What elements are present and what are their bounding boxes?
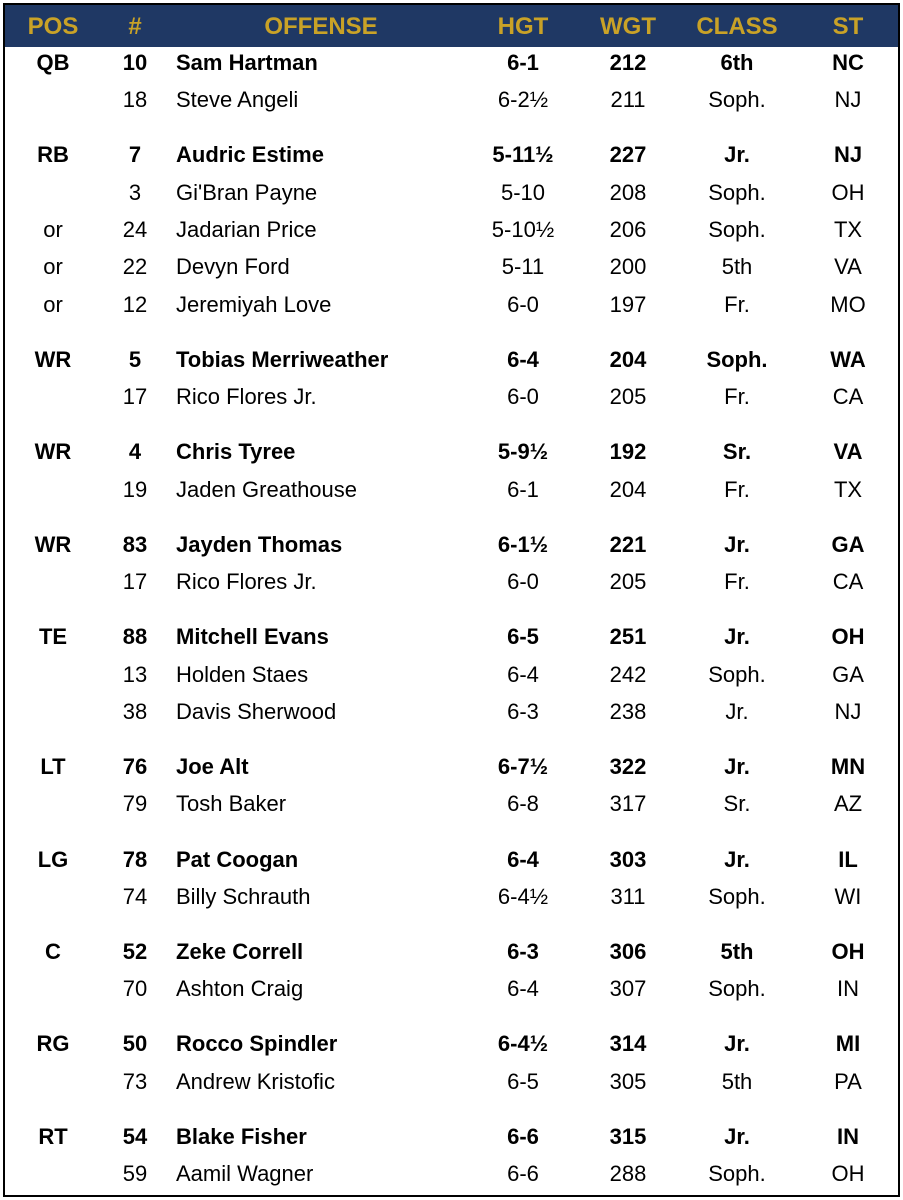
row-state: GA	[831, 532, 865, 557]
row-height: 6-0	[507, 384, 539, 409]
row-height: 6-4	[507, 976, 539, 1001]
row-weight: 208	[609, 180, 647, 205]
row-player-name: Rico Flores Jr.	[176, 384, 317, 409]
table-row	[5, 82, 898, 118]
row-number: 10	[122, 50, 148, 75]
row-class: Fr.	[724, 292, 750, 317]
row-class: Soph.	[708, 884, 766, 909]
table-row	[5, 175, 898, 211]
table-row	[5, 379, 898, 415]
row-class: Jr.	[724, 532, 750, 557]
row-weight: 204	[609, 347, 647, 372]
row-state: CA	[832, 384, 864, 409]
row-position: LG	[37, 847, 69, 872]
row-player-name: Jeremiyah Love	[176, 292, 332, 317]
row-player-name: Blake Fisher	[176, 1124, 307, 1149]
row-position	[5, 1156, 101, 1192]
row-player-name: Gi'Bran Payne	[176, 180, 318, 205]
row-player-name: Tosh Baker	[176, 791, 287, 816]
row-height: 6-4½	[497, 884, 549, 909]
row-height: 6-5	[507, 1069, 539, 1094]
row-state: NJ	[834, 699, 862, 724]
row-height: 6-4	[507, 847, 539, 872]
row-state: WA	[830, 347, 866, 372]
row-number: 13	[122, 662, 148, 687]
row-height: 6-7½	[497, 754, 549, 779]
header-state: ST	[832, 13, 864, 40]
row-number: 54	[122, 1124, 148, 1149]
row-height: 6-4	[507, 347, 539, 372]
row-class: Fr.	[724, 477, 750, 502]
header-number: #	[128, 13, 142, 40]
row-weight: 251	[609, 624, 647, 649]
row-position: C	[45, 939, 61, 964]
row-player-name: Joe Alt	[176, 754, 249, 779]
row-state: VA	[833, 439, 863, 464]
row-height: 6-0	[507, 292, 539, 317]
row-class: Soph.	[708, 662, 766, 687]
row-player-name: Jaden Greathouse	[176, 477, 358, 502]
row-player-name: Audric Estime	[176, 142, 324, 167]
row-weight: 200	[609, 254, 647, 279]
row-height: 6-3	[507, 699, 539, 724]
row-number: 18	[122, 87, 148, 112]
row-class: Jr.	[724, 142, 750, 167]
table-row	[5, 842, 898, 878]
row-number: 83	[122, 532, 148, 557]
table-row	[5, 786, 898, 822]
row-state: NJ	[833, 142, 863, 167]
row-position	[5, 879, 101, 915]
row-height: 6-5	[507, 624, 539, 649]
row-state: WI	[834, 884, 862, 909]
row-position: RT	[38, 1124, 68, 1149]
row-weight: 221	[609, 532, 647, 557]
row-number: 88	[122, 624, 148, 649]
row-weight: 204	[609, 477, 647, 502]
row-class: Jr.	[725, 699, 749, 724]
row-weight: 288	[609, 1161, 647, 1186]
row-class: Soph.	[708, 1161, 766, 1186]
table-row	[5, 619, 898, 655]
row-position: WR	[34, 532, 72, 557]
row-position: RB	[37, 142, 69, 167]
row-player-name: Andrew Kristofic	[176, 1069, 335, 1094]
row-position: or	[43, 217, 63, 242]
row-weight: 205	[609, 384, 647, 409]
row-weight: 206	[609, 217, 647, 242]
row-class: 5th	[721, 254, 753, 279]
row-state: TX	[833, 217, 863, 242]
row-weight: 192	[609, 439, 647, 464]
table-row	[5, 1026, 898, 1062]
row-height: 6-0	[507, 569, 539, 594]
row-number: 70	[122, 976, 148, 1001]
row-position	[5, 971, 101, 1007]
row-state: MN	[830, 754, 866, 779]
header-pos: POS	[27, 13, 79, 40]
row-weight: 311	[610, 884, 646, 909]
table-row	[5, 249, 898, 285]
row-number: 4	[128, 439, 142, 464]
table-row	[5, 527, 898, 563]
table-row	[5, 934, 898, 970]
row-state: GA	[832, 662, 864, 687]
row-class: Fr.	[724, 384, 750, 409]
table-row	[5, 749, 898, 785]
row-position: TE	[38, 624, 68, 649]
row-position: LT	[40, 754, 66, 779]
row-class: 5th	[721, 1069, 753, 1094]
row-player-name: Sam Hartman	[176, 50, 318, 75]
table-row	[5, 342, 898, 378]
row-player-name: Davis Sherwood	[176, 699, 337, 724]
header-height: HGT	[497, 13, 549, 40]
row-height: 6-3	[507, 939, 539, 964]
header-class: CLASS	[696, 13, 778, 40]
row-player-name: Pat Coogan	[176, 847, 299, 872]
row-height: 6-6	[507, 1124, 539, 1149]
row-class: Soph.	[708, 180, 766, 205]
row-number: 17	[122, 569, 148, 594]
row-weight: 317	[609, 791, 647, 816]
row-height: 6-4	[507, 662, 539, 687]
row-position: RG	[36, 1031, 70, 1056]
row-number: 38	[122, 699, 148, 724]
row-state: MI	[835, 1031, 861, 1056]
row-class: Soph.	[706, 347, 768, 372]
row-state: IL	[838, 847, 858, 872]
row-position: QB	[36, 50, 70, 75]
row-class: Jr.	[724, 754, 750, 779]
row-weight: 242	[609, 662, 647, 687]
row-position	[5, 657, 101, 693]
table-row	[5, 287, 898, 323]
row-position	[5, 694, 101, 730]
table-row	[5, 971, 898, 1007]
row-weight: 227	[609, 142, 647, 167]
row-number: 52	[122, 939, 148, 964]
row-height: 6-6	[507, 1161, 539, 1186]
row-weight: 314	[609, 1031, 647, 1056]
table-row	[5, 694, 898, 730]
row-position: WR	[34, 347, 72, 372]
row-weight: 212	[609, 50, 647, 75]
row-state: OH	[831, 180, 865, 205]
row-weight: 211	[610, 87, 646, 112]
row-state: MO	[830, 292, 866, 317]
row-class: 6th	[720, 50, 754, 75]
row-weight: 322	[609, 754, 647, 779]
row-class: Sr.	[722, 439, 752, 464]
table-row	[5, 212, 898, 248]
row-number: 17	[122, 384, 148, 409]
table-row	[5, 564, 898, 600]
row-height: 6-8	[507, 791, 539, 816]
table-row	[5, 45, 898, 81]
row-height: 6-1	[507, 477, 539, 502]
row-height: 6-1	[507, 50, 539, 75]
row-state: OH	[831, 939, 865, 964]
row-weight: 306	[609, 939, 647, 964]
row-class: Soph.	[708, 217, 766, 242]
row-height: 6-2½	[497, 87, 549, 112]
row-number: 59	[122, 1161, 148, 1186]
row-player-name: Rocco Spindler	[176, 1031, 338, 1056]
row-state: IN	[837, 1124, 859, 1149]
row-class: Soph.	[708, 976, 766, 1001]
row-class: Jr.	[724, 1124, 750, 1149]
row-position	[5, 1064, 101, 1100]
row-state: PA	[834, 1069, 862, 1094]
row-position	[5, 786, 101, 822]
row-state: TX	[833, 477, 863, 502]
row-class: Jr.	[724, 1031, 750, 1056]
row-player-name: Aamil Wagner	[176, 1161, 314, 1186]
row-number: 19	[122, 477, 148, 502]
row-height: 6-1½	[497, 532, 549, 557]
row-player-name: Devyn Ford	[176, 254, 290, 279]
row-number: 12	[122, 292, 148, 317]
row-class: Soph.	[708, 87, 766, 112]
row-class: Sr.	[723, 791, 751, 816]
row-number: 50	[122, 1031, 148, 1056]
row-number: 3	[128, 180, 142, 205]
depth-chart-table	[3, 3, 900, 1197]
row-player-name: Ashton Craig	[176, 976, 304, 1001]
row-state: OH	[831, 1161, 865, 1186]
row-weight: 303	[609, 847, 647, 872]
row-player-name: Tobias Merriweather	[176, 347, 389, 372]
row-class: Jr.	[724, 847, 750, 872]
row-number: 73	[122, 1069, 148, 1094]
row-state: IN	[837, 976, 859, 1001]
row-player-name: Holden Staes	[176, 662, 309, 687]
row-position	[5, 472, 101, 508]
row-state: OH	[831, 624, 865, 649]
row-number: 74	[122, 884, 148, 909]
row-weight: 305	[609, 1069, 647, 1094]
row-height: 5-10	[500, 180, 546, 205]
row-height: 5-9½	[497, 439, 549, 464]
row-class: 5th	[720, 939, 754, 964]
row-player-name: Zeke Correll	[176, 939, 304, 964]
table-row	[5, 657, 898, 693]
table-row	[5, 434, 898, 470]
table-row	[5, 1156, 898, 1192]
row-weight: 197	[609, 292, 647, 317]
row-state: CA	[832, 569, 864, 594]
row-state: NJ	[834, 87, 862, 112]
row-number: 5	[128, 347, 142, 372]
row-state: AZ	[833, 791, 863, 816]
row-number: 22	[122, 254, 148, 279]
row-height: 5-11	[501, 254, 545, 279]
row-state: NC	[832, 50, 864, 75]
row-height: 5-11½	[492, 142, 554, 167]
row-position	[5, 175, 101, 211]
row-weight: 315	[609, 1124, 647, 1149]
row-position: or	[43, 254, 63, 279]
table-row	[5, 1119, 898, 1155]
header-weight: WGT	[600, 13, 656, 40]
row-number: 76	[122, 754, 148, 779]
row-number: 7	[128, 142, 142, 167]
row-position	[5, 379, 101, 415]
row-position: WR	[34, 439, 72, 464]
row-height: 5-10½	[491, 217, 555, 242]
row-number: 79	[122, 791, 148, 816]
row-weight: 307	[609, 976, 647, 1001]
row-position	[5, 82, 101, 118]
row-weight: 205	[609, 569, 647, 594]
table-row	[5, 879, 898, 915]
row-number: 24	[122, 217, 148, 242]
table-row	[5, 472, 898, 508]
row-class: Jr.	[724, 624, 750, 649]
row-player-name: Rico Flores Jr.	[176, 569, 317, 594]
row-class: Fr.	[724, 569, 750, 594]
row-player-name: Chris Tyree	[176, 439, 296, 464]
row-player-name: Jadarian Price	[176, 217, 317, 242]
row-player-name: Billy Schrauth	[176, 884, 311, 909]
row-player-name: Steve Angeli	[176, 87, 299, 112]
header-offense: OFFENSE	[264, 13, 378, 40]
row-weight: 238	[609, 699, 647, 724]
table-row	[5, 1064, 898, 1100]
row-state: VA	[834, 254, 862, 279]
row-position	[5, 564, 101, 600]
row-height: 6-4½	[497, 1031, 549, 1056]
table-row	[5, 137, 898, 173]
row-position: or	[43, 292, 63, 317]
row-number: 78	[122, 847, 148, 872]
table-header	[5, 5, 898, 47]
row-player-name: Jayden Thomas	[176, 532, 343, 557]
row-player-name: Mitchell Evans	[176, 624, 329, 649]
